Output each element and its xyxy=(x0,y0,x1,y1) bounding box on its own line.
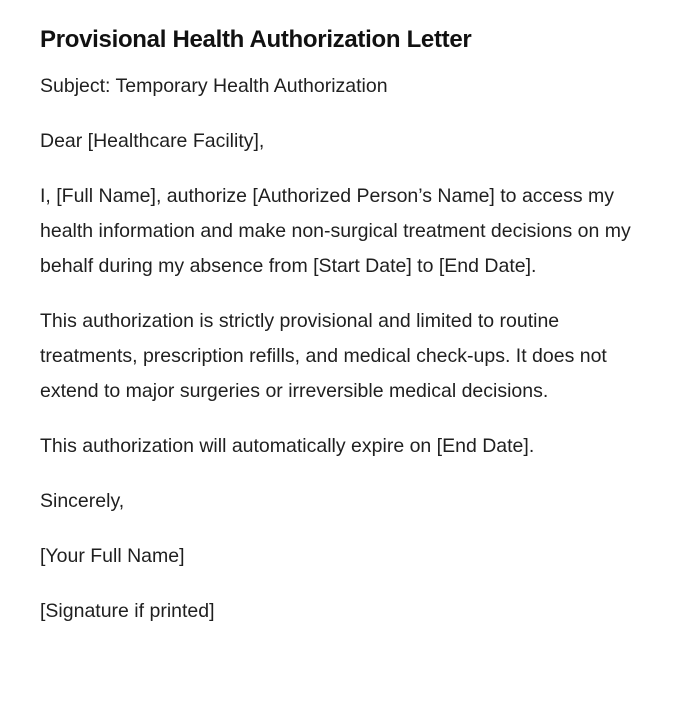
letter-name-placeholder: [Your Full Name] xyxy=(40,545,185,567)
letter-body-paragraph-2: This authorization is strictly provisional and limited to routine treatments, prescription refills, and medical check-ups. It does not extend to major surgeries or irreversible medical decisions. xyxy=(40,310,607,402)
letter-salutation: Dear [Healthcare Facility], xyxy=(40,130,265,152)
letter-signature-placeholder: [Signature if printed] xyxy=(40,600,215,622)
letter-closing: Sincerely, xyxy=(40,490,125,512)
letter-body-paragraph-3: This authorization will automatically expire on [End Date]. xyxy=(40,435,535,457)
letter-subject: Subject: Temporary Health Authorization xyxy=(40,75,388,97)
letter-page xyxy=(40,22,660,629)
letter-body-paragraph-1: I, [Full Name], authorize [Authorized Person’s Name] to access my health information and make non-surgical treatment decisions on my behalf during my absence from [Start Date] to [End Date]. xyxy=(40,185,631,277)
letter-title: Provisional Health Authorization Letter xyxy=(40,26,472,53)
